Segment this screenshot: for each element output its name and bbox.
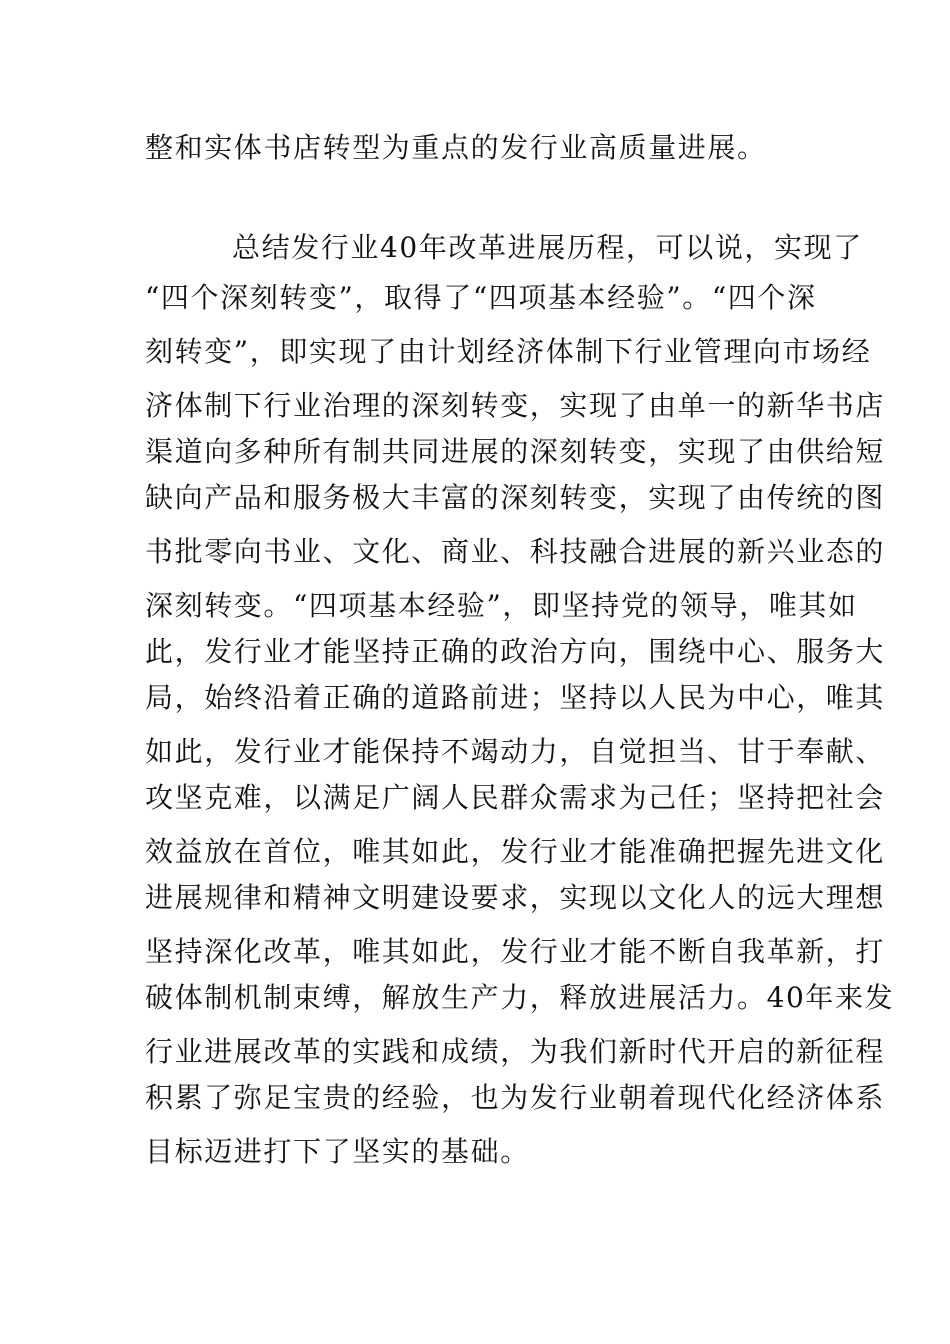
paragraph-2-line: 济体制下行业治理的深刻转变，实现了由单一的新华书店 <box>145 389 886 422</box>
paragraph-2-line: 积累了弥足宝贵的经验，也为发行业朝着现代化经济体系 <box>145 1081 886 1114</box>
paragraph-2-line: 缺向产品和服务极大丰富的深刻转变，实现了由传统的图 <box>145 481 886 514</box>
paragraph-2-line: 效益放在首位，唯其如此，发行业才能准确把握先进文化 <box>145 835 886 868</box>
paragraph-2-line: 攻坚克难，以满足广阔人民群众需求为己任；坚持把社会 <box>145 781 886 814</box>
paragraph-1-line: 整和实体书店转型为重点的发行业高质量进展。 <box>145 131 767 164</box>
paragraph-2-line: “四个深刻转变”，取得了“四项基本经验”。“四个深 <box>145 281 817 314</box>
paragraph-2-line: 深刻转变。“四项基本经验”，即坚持党的领导，唯其如 <box>145 589 858 622</box>
paragraph-2-line: 渠道向多种所有制共同进展的深刻转变，实现了由供给短 <box>145 435 886 468</box>
paragraph-2-line: 破体制机制束缚，解放生产力，释放进展活力。40年来发 <box>145 981 895 1014</box>
paragraph-2-line: 目标迈进打下了坚实的基础。 <box>145 1135 530 1168</box>
paragraph-2-line: 行业进展改革的实践和成绩，为我们新时代开启的新征程 <box>145 1035 886 1068</box>
paragraph-2-line: 书批零向书业、文化、商业、科技融合进展的新兴业态的 <box>145 535 886 568</box>
paragraph-2-line: 进展规律和精神文明建设要求，实现以文化人的远大理想 <box>145 881 886 914</box>
paragraph-2-line: 如此，发行业才能保持不竭动力，自觉担当、甘于奉献、 <box>145 735 886 768</box>
paragraph-2-line: 总结发行业40年改革进展历程，可以说，实现了 <box>232 231 863 264</box>
paragraph-2-line: 局，始终沿着正确的道路前进；坚持以人民为中心，唯其 <box>145 681 886 714</box>
paragraph-2-line: 坚持深化改革，唯其如此，发行业才能不断自我革新，打 <box>145 935 886 968</box>
paragraph-2-line: 刻转变”，即实现了由计划经济体制下行业管理向市场经 <box>145 335 872 368</box>
paragraph-2-line: 此，发行业才能坚持正确的政治方向，围绕中心、服务大 <box>145 635 886 668</box>
